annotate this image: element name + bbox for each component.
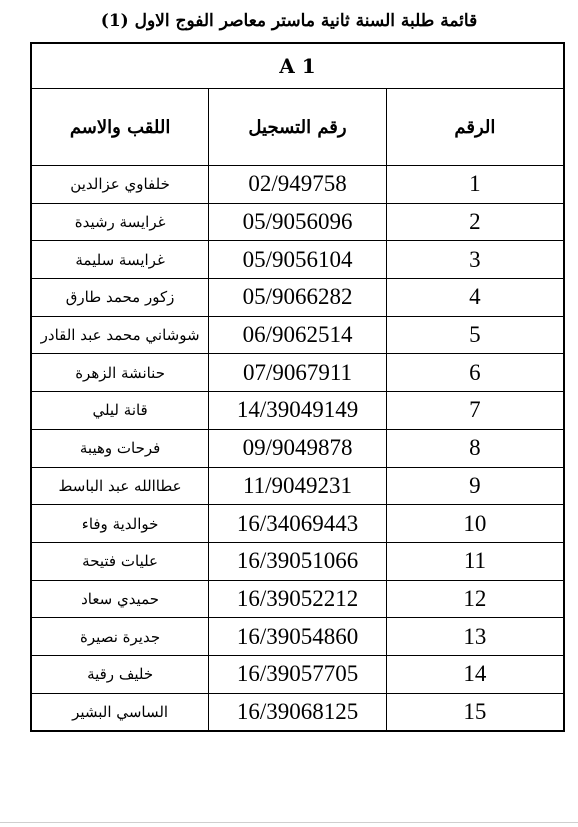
row-name: قانة ليلي: [31, 392, 209, 430]
row-registration: 09/9049878: [209, 429, 387, 467]
row-name: زكور محمد طارق: [31, 279, 209, 317]
row-number: 7: [386, 392, 564, 430]
row-registration: 06/9062514: [209, 316, 387, 354]
row-number: 5: [386, 316, 564, 354]
row-name: عطاالله عبد الباسط: [31, 467, 209, 505]
row-number: 8: [386, 429, 564, 467]
row-name: جديرة نصيرة: [31, 618, 209, 656]
row-registration: 16/39052212: [209, 580, 387, 618]
row-number: 15: [386, 693, 564, 731]
row-number: 6: [386, 354, 564, 392]
group-label: 1 A: [31, 43, 564, 89]
table-row: [31, 203, 564, 241]
row-name: فرحات وهيبة: [31, 429, 209, 467]
table-row: [31, 655, 564, 693]
table-row: [31, 392, 564, 430]
row-number: 14: [386, 655, 564, 693]
header-row: [31, 89, 564, 166]
table-row: [31, 618, 564, 656]
row-registration: 16/39068125: [209, 693, 387, 731]
row-number: 9: [386, 467, 564, 505]
table-row: [31, 316, 564, 354]
row-registration: 16/39057705: [209, 655, 387, 693]
table-row: [31, 505, 564, 543]
row-number: 13: [386, 618, 564, 656]
page-bottom-divider: [0, 822, 578, 823]
table-row: [31, 580, 564, 618]
header-name: اللقب والاسم: [31, 89, 209, 166]
row-registration: 05/9056096: [209, 203, 387, 241]
row-number: 11: [386, 542, 564, 580]
row-name: شوشاني محمد عبد القادر: [31, 316, 209, 354]
row-number: 4: [386, 279, 564, 317]
row-registration: 16/39051066: [209, 542, 387, 580]
row-name: حنانشة الزهرة: [31, 354, 209, 392]
header-registration: رقم التسجيل: [209, 89, 387, 166]
row-name: عليات فتيحة: [31, 542, 209, 580]
table-row: [31, 693, 564, 731]
row-name: حميدي سعاد: [31, 580, 209, 618]
row-registration: 05/9066282: [209, 279, 387, 317]
row-registration: 05/9056104: [209, 241, 387, 279]
row-registration: 14/39049149: [209, 392, 387, 430]
row-number: 3: [386, 241, 564, 279]
header-number: الرقم: [386, 89, 564, 166]
row-registration: 02/949758: [209, 166, 387, 204]
row-name: خلفاوي عزالدين: [31, 166, 209, 204]
row-number: 2: [386, 203, 564, 241]
table-row: [31, 354, 564, 392]
table-row: [31, 467, 564, 505]
row-number: 12: [386, 580, 564, 618]
table-row: [31, 241, 564, 279]
row-name: غرايسة رشيدة: [31, 203, 209, 241]
row-name: الساسي البشير: [31, 693, 209, 731]
row-name: خوالدية وفاء: [31, 505, 209, 543]
row-registration: 11/9049231: [209, 467, 387, 505]
table-row: [31, 279, 564, 317]
row-registration: 07/9067911: [209, 354, 387, 392]
page-title: قائمة طلبة السنة ثانية ماستر معاصر الفوج الاول (1): [100, 11, 478, 31]
table-row: [31, 166, 564, 204]
group-row: [31, 43, 564, 89]
table-row: [31, 429, 564, 467]
table-row: [31, 542, 564, 580]
students-table-body: [31, 43, 564, 731]
row-name: خليف رقية: [31, 655, 209, 693]
row-number: 1: [386, 166, 564, 204]
row-registration: 16/34069443: [209, 505, 387, 543]
row-number: 10: [386, 505, 564, 543]
students-table: [30, 42, 565, 732]
row-name: غرايسة سليمة: [31, 241, 209, 279]
row-registration: 16/39054860: [209, 618, 387, 656]
